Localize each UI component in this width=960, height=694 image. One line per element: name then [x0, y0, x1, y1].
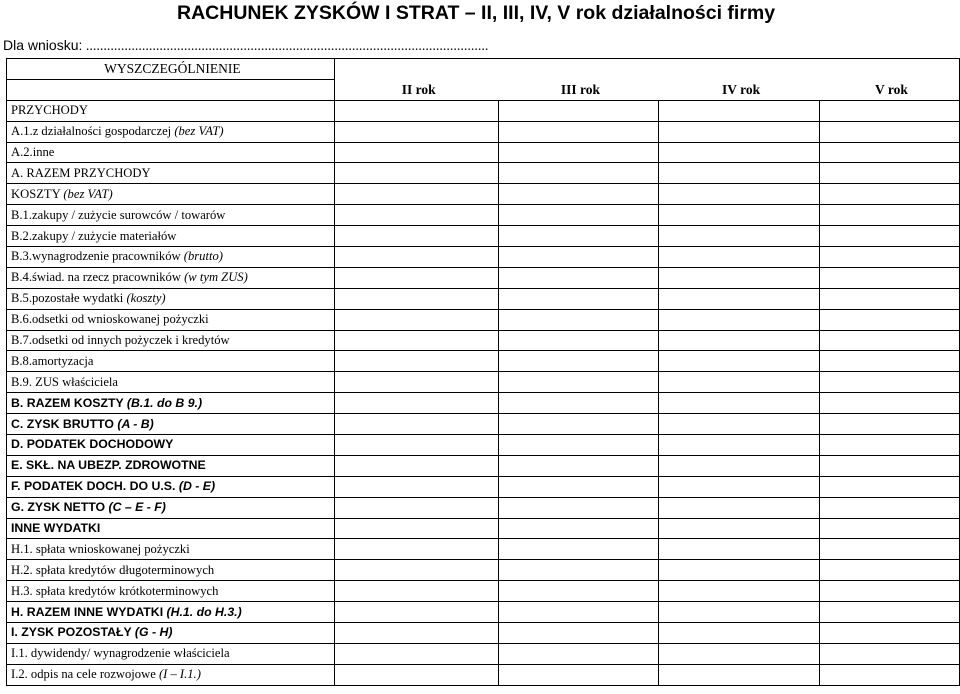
value-cell-year-5[interactable]	[820, 581, 960, 602]
table-row	[7, 476, 960, 497]
row-label-text: A. RAZEM PRZYCHODY	[11, 165, 151, 180]
value-cell-year-3[interactable]	[499, 372, 659, 393]
row-label-text: B.5.pozostałe wydatki	[11, 291, 127, 306]
table-row	[7, 497, 960, 518]
value-cell-year-2[interactable]	[334, 247, 499, 268]
value-cell-year-4[interactable]	[658, 309, 820, 330]
row-label-text: I.2. odpis na cele rozwojowe	[11, 667, 159, 682]
table-row	[7, 539, 960, 560]
value-cell-year-2[interactable]	[334, 100, 499, 121]
year-header-5: V rok	[820, 79, 960, 100]
value-cell-year-2[interactable]	[334, 435, 499, 456]
header-row-label	[7, 59, 960, 80]
value-cell-year-2[interactable]	[334, 330, 499, 351]
table-row	[7, 455, 960, 476]
value-cell-year-2[interactable]	[334, 121, 499, 142]
row-label	[7, 581, 335, 602]
header-top-spacer	[334, 59, 959, 80]
applicant-line	[3, 37, 488, 55]
value-cell-year-5[interactable]	[820, 121, 960, 142]
value-cell-year-3[interactable]	[499, 602, 659, 623]
value-cell-year-2[interactable]	[334, 518, 499, 539]
value-cell-year-5[interactable]	[820, 330, 960, 351]
value-cell-year-2[interactable]	[334, 393, 499, 414]
header-row-years	[7, 79, 960, 100]
header-label-cell: WYSZCZEGÓLNIENIE	[7, 59, 335, 80]
value-cell-year-4[interactable]	[658, 455, 820, 476]
row-label	[7, 539, 335, 560]
row-label-note: (C – E - F)	[108, 500, 166, 515]
table-row	[7, 288, 960, 309]
row-label	[7, 205, 335, 226]
value-cell-year-2[interactable]	[334, 372, 499, 393]
value-cell-year-3[interactable]	[499, 288, 659, 309]
value-cell-year-2[interactable]	[334, 623, 499, 644]
row-label	[7, 518, 335, 539]
value-cell-year-3[interactable]	[499, 518, 659, 539]
row-label-note: (A - B)	[117, 416, 154, 431]
row-label	[7, 602, 335, 623]
row-label-note: (w tym ZUS)	[184, 270, 248, 285]
row-label-text: A.1.z działalności gospodarczej	[11, 124, 175, 139]
value-cell-year-4[interactable]	[658, 518, 820, 539]
row-label-text: F. PODATEK DOCH. DO U.S.	[11, 479, 179, 494]
row-label-note: (G - H)	[134, 625, 173, 640]
value-cell-year-3[interactable]	[499, 205, 659, 226]
row-label	[7, 643, 335, 664]
row-label	[7, 372, 335, 393]
table-row	[7, 372, 960, 393]
value-cell-year-4[interactable]	[658, 435, 820, 456]
table-row	[7, 226, 960, 247]
value-cell-year-4[interactable]	[658, 393, 820, 414]
row-label	[7, 184, 335, 205]
row-label-text: H.2. spłata kredytów długoterminowych	[11, 562, 215, 577]
value-cell-year-4[interactable]	[658, 539, 820, 560]
value-cell-year-4[interactable]	[658, 247, 820, 268]
value-cell-year-4[interactable]	[658, 623, 820, 644]
value-cell-year-3[interactable]	[499, 643, 659, 664]
row-label	[7, 351, 335, 372]
value-cell-year-2[interactable]	[334, 163, 499, 184]
applicant-fill-field[interactable]: ...................................................................................................................	[85, 39, 489, 54]
value-cell-year-5[interactable]	[820, 288, 960, 309]
value-cell-year-4[interactable]	[658, 184, 820, 205]
value-cell-year-3[interactable]	[499, 267, 659, 288]
row-label	[7, 309, 335, 330]
row-label-text: B.9. ZUS właściciela	[11, 374, 119, 389]
row-label	[7, 414, 335, 435]
applicant-label: Dla wniosku:	[3, 37, 83, 53]
value-cell-year-4[interactable]	[658, 560, 820, 581]
value-cell-year-3[interactable]	[499, 184, 659, 205]
value-cell-year-5[interactable]	[820, 163, 960, 184]
value-cell-year-5[interactable]	[820, 414, 960, 435]
row-label-text: B.6.odsetki od wnioskowanej pożyczki	[11, 312, 209, 327]
value-cell-year-5[interactable]	[820, 247, 960, 268]
value-cell-year-5[interactable]	[820, 602, 960, 623]
header-year-label-spacer	[7, 79, 335, 100]
row-label-text: B.4.świad. na rzecz pracowników	[11, 270, 185, 285]
year-header-3: III rok	[499, 79, 659, 100]
value-cell-year-3[interactable]	[499, 226, 659, 247]
row-label-text: G. ZYSK NETTO	[11, 500, 109, 515]
value-cell-year-5[interactable]	[820, 309, 960, 330]
value-cell-year-4[interactable]	[658, 497, 820, 518]
value-cell-year-2[interactable]	[334, 351, 499, 372]
value-cell-year-3[interactable]	[499, 330, 659, 351]
value-cell-year-3[interactable]	[499, 560, 659, 581]
value-cell-year-3[interactable]	[499, 121, 659, 142]
value-cell-year-5[interactable]	[820, 643, 960, 664]
row-label	[7, 393, 335, 414]
table-row	[7, 602, 960, 623]
table-row	[7, 393, 960, 414]
row-label	[7, 142, 335, 163]
row-label-text: B.1.zakupy / zużycie surowców / towarów	[11, 207, 226, 222]
value-cell-year-3[interactable]	[499, 309, 659, 330]
table-row	[7, 247, 960, 268]
row-label-text: H.3. spłata kredytów krótkoterminowych	[11, 583, 219, 598]
value-cell-year-4[interactable]	[658, 643, 820, 664]
row-label-text: H. RAZEM INNE WYDATKI	[11, 604, 167, 619]
value-cell-year-3[interactable]	[499, 539, 659, 560]
profit-loss-table	[6, 58, 960, 686]
value-cell-year-3[interactable]	[499, 581, 659, 602]
row-label-text: B.3.wynagrodzenie pracowników	[11, 249, 184, 264]
value-cell-year-5[interactable]	[820, 351, 960, 372]
value-cell-year-5[interactable]	[820, 267, 960, 288]
row-label-note: (bez VAT)	[63, 186, 113, 201]
value-cell-year-2[interactable]	[334, 643, 499, 664]
value-cell-year-5[interactable]	[820, 476, 960, 497]
value-cell-year-2[interactable]	[334, 267, 499, 288]
value-cell-year-2[interactable]	[334, 581, 499, 602]
row-label-text: B.2.zakupy / zużycie materiałów	[11, 228, 177, 243]
value-cell-year-2[interactable]	[334, 288, 499, 309]
value-cell-year-3[interactable]	[499, 351, 659, 372]
value-cell-year-4[interactable]	[658, 267, 820, 288]
value-cell-year-3[interactable]	[499, 393, 659, 414]
value-cell-year-3[interactable]	[499, 247, 659, 268]
value-cell-year-5[interactable]	[820, 435, 960, 456]
value-cell-year-5[interactable]	[820, 518, 960, 539]
value-cell-year-3[interactable]	[499, 100, 659, 121]
table-row	[7, 623, 960, 644]
value-cell-year-4[interactable]	[658, 372, 820, 393]
row-label	[7, 497, 335, 518]
table-row	[7, 435, 960, 456]
table-row	[7, 142, 960, 163]
value-cell-year-4[interactable]	[658, 476, 820, 497]
value-cell-year-4[interactable]	[658, 664, 820, 685]
row-label-text: PRZYCHODY	[11, 103, 88, 118]
value-cell-year-4[interactable]	[658, 330, 820, 351]
value-cell-year-5[interactable]	[820, 184, 960, 205]
value-cell-year-2[interactable]	[334, 539, 499, 560]
row-label	[7, 121, 335, 142]
value-cell-year-5[interactable]	[820, 560, 960, 581]
table-row	[7, 560, 960, 581]
value-cell-year-2[interactable]	[334, 455, 499, 476]
table-body	[7, 59, 960, 686]
row-label-note: (brutto)	[183, 249, 223, 264]
row-label-text: B. RAZEM KOSZTY	[11, 395, 127, 410]
value-cell-year-5[interactable]	[820, 664, 960, 685]
value-cell-year-2[interactable]	[334, 560, 499, 581]
value-cell-year-3[interactable]	[499, 163, 659, 184]
value-cell-year-3[interactable]	[499, 623, 659, 644]
value-cell-year-2[interactable]	[334, 664, 499, 685]
year-header-4: IV rok	[658, 79, 820, 100]
table-row	[7, 100, 960, 121]
value-cell-year-2[interactable]	[334, 205, 499, 226]
value-cell-year-3[interactable]	[499, 497, 659, 518]
table-row	[7, 309, 960, 330]
row-label	[7, 247, 335, 268]
value-cell-year-4[interactable]	[658, 581, 820, 602]
row-label-text: INNE WYDATKI	[11, 521, 101, 536]
row-label	[7, 288, 335, 309]
row-label-text: H.1. spłata wnioskowanej pożyczki	[11, 541, 190, 556]
value-cell-year-2[interactable]	[334, 602, 499, 623]
value-cell-year-4[interactable]	[658, 100, 820, 121]
value-cell-year-3[interactable]	[499, 455, 659, 476]
row-label-text: I. ZYSK POZOSTAŁY	[11, 625, 135, 640]
value-cell-year-4[interactable]	[658, 288, 820, 309]
value-cell-year-4[interactable]	[658, 205, 820, 226]
value-cell-year-2[interactable]	[334, 184, 499, 205]
table-row	[7, 414, 960, 435]
row-label	[7, 330, 335, 351]
value-cell-year-5[interactable]	[820, 455, 960, 476]
value-cell-year-4[interactable]	[658, 602, 820, 623]
row-label-note: (H.1. do H.3.)	[166, 604, 242, 619]
value-cell-year-5[interactable]	[820, 372, 960, 393]
value-cell-year-3[interactable]	[499, 664, 659, 685]
table-row	[7, 330, 960, 351]
value-cell-year-2[interactable]	[334, 476, 499, 497]
value-cell-year-5[interactable]	[820, 539, 960, 560]
value-cell-year-3[interactable]	[499, 142, 659, 163]
table-row	[7, 184, 960, 205]
row-label	[7, 100, 335, 121]
row-label-text: B.8.amortyzacja	[11, 353, 94, 368]
row-label	[7, 623, 335, 644]
value-cell-year-4[interactable]	[658, 351, 820, 372]
table-row	[7, 581, 960, 602]
table-row	[7, 351, 960, 372]
value-cell-year-3[interactable]	[499, 414, 659, 435]
row-label	[7, 560, 335, 581]
row-label-text: C. ZYSK BRUTTO	[11, 416, 118, 431]
table-row	[7, 267, 960, 288]
table-row	[7, 121, 960, 142]
row-label-text: E. SKŁ. NA UBEZP. ZDROWOTNE	[11, 458, 206, 473]
row-label-note: (koszty)	[126, 291, 166, 306]
value-cell-year-5[interactable]	[820, 497, 960, 518]
document-title: RACHUNEK ZYSKÓW I STRAT – II, III, IV, V rok działalności firmy	[177, 2, 776, 24]
table-row	[7, 163, 960, 184]
value-cell-year-5[interactable]	[820, 142, 960, 163]
row-label	[7, 226, 335, 247]
row-label	[7, 267, 335, 288]
value-cell-year-4[interactable]	[658, 414, 820, 435]
value-cell-year-4[interactable]	[658, 142, 820, 163]
value-cell-year-5[interactable]	[820, 226, 960, 247]
value-cell-year-2[interactable]	[334, 414, 499, 435]
value-cell-year-5[interactable]	[820, 393, 960, 414]
value-cell-year-2[interactable]	[334, 142, 499, 163]
row-label	[7, 664, 335, 685]
table-row	[7, 205, 960, 226]
value-cell-year-3[interactable]	[499, 476, 659, 497]
row-label-text: I.1. dywidendy/ wynagrodzenie właściciela	[11, 646, 230, 661]
row-label-note: (I – I.1.)	[158, 667, 201, 682]
row-label-text: KOSZTY	[11, 186, 64, 201]
value-cell-year-4[interactable]	[658, 226, 820, 247]
row-label	[7, 476, 335, 497]
table-row	[7, 518, 960, 539]
table-row	[7, 664, 960, 685]
year-header-2: II rok	[334, 79, 499, 100]
row-label-text: B.7.odsetki od innych pożyczek i kredytów	[11, 333, 230, 348]
table-row	[7, 643, 960, 664]
row-label-text: A.2.inne	[11, 145, 55, 159]
value-cell-year-2[interactable]	[334, 497, 499, 518]
row-label	[7, 435, 335, 456]
row-label	[7, 163, 335, 184]
row-label-note: (bez VAT)	[174, 124, 224, 139]
row-label-note: (B.1. do B 9.)	[126, 395, 203, 410]
value-cell-year-5[interactable]	[820, 205, 960, 226]
value-cell-year-3[interactable]	[499, 435, 659, 456]
value-cell-year-5[interactable]	[820, 100, 960, 121]
row-label	[7, 455, 335, 476]
row-label-note: (D - E)	[178, 479, 216, 494]
value-cell-year-5[interactable]	[820, 623, 960, 644]
value-cell-year-4[interactable]	[658, 163, 820, 184]
value-cell-year-2[interactable]	[334, 309, 499, 330]
row-label-text: D. PODATEK DOCHODOWY	[11, 437, 174, 452]
value-cell-year-4[interactable]	[658, 121, 820, 142]
value-cell-year-2[interactable]	[334, 226, 499, 247]
